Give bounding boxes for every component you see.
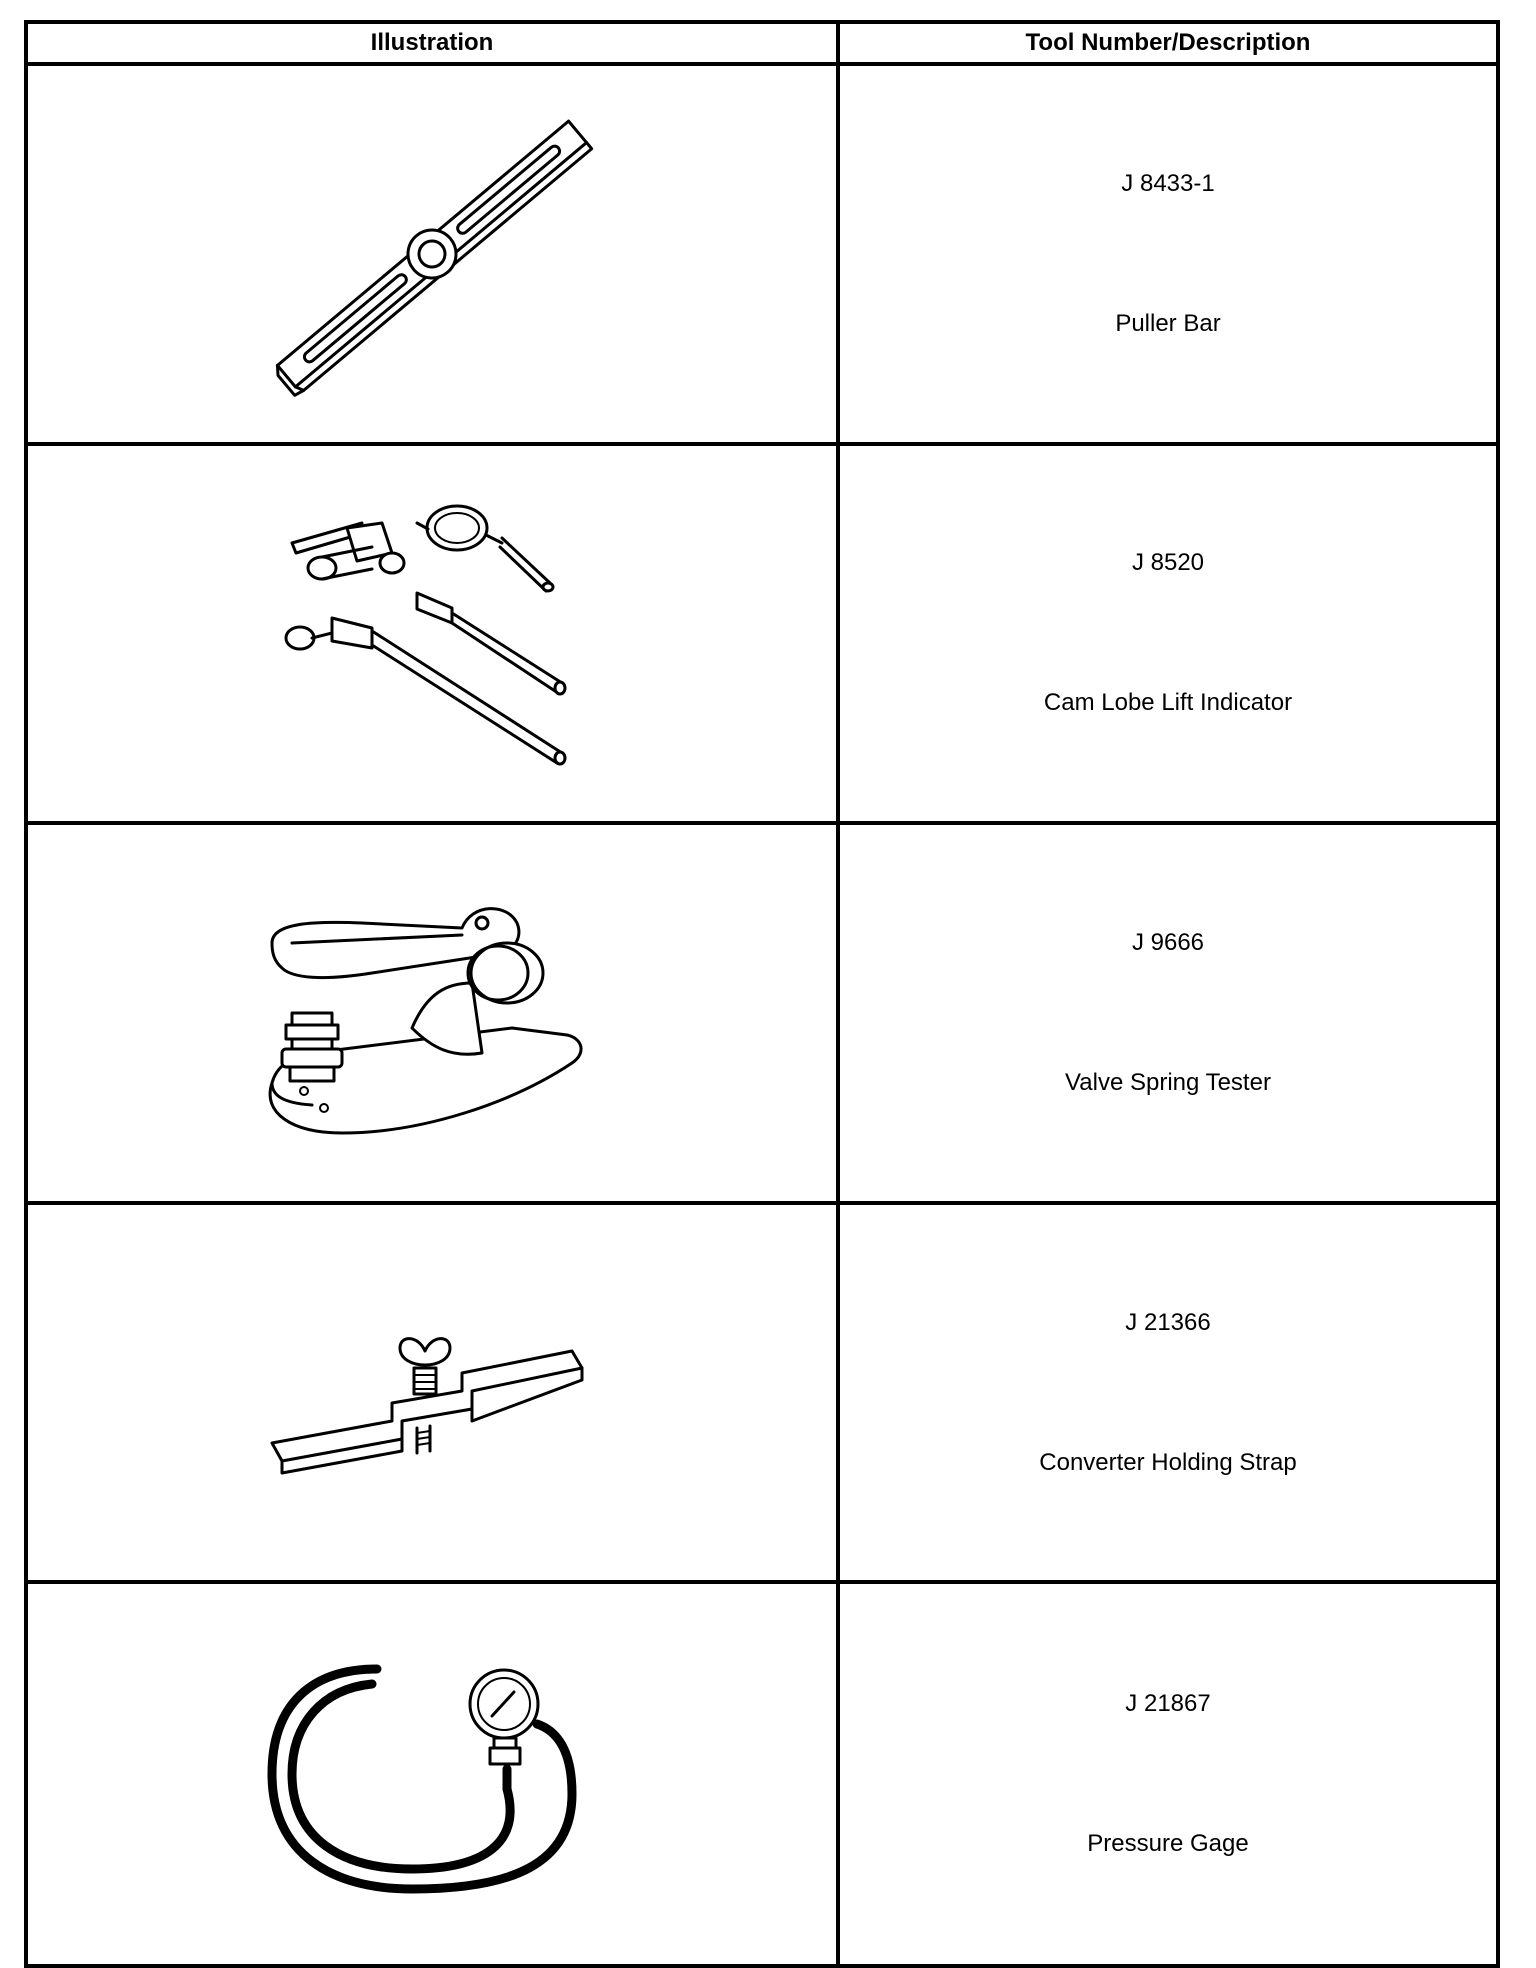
illustration-cell	[28, 446, 840, 826]
cam-lobe-lift-indicator-icon	[252, 483, 612, 783]
pressure-gage-icon	[252, 1624, 612, 1924]
illustration-cell	[28, 825, 840, 1205]
tool-description: Puller Bar	[1115, 309, 1221, 337]
tool-description: Valve Spring Tester	[1065, 1068, 1271, 1096]
description-cell	[840, 825, 1496, 1205]
valve-spring-tester-icon	[252, 863, 612, 1163]
tool-number: J 8520	[1131, 549, 1205, 577]
header-illustration: Illustration	[28, 24, 840, 66]
header-tool-number-description: Tool Number/Description	[840, 24, 1496, 66]
illustration-cell	[28, 1584, 840, 1964]
description-cell	[840, 66, 1496, 446]
tool-number: J 9666	[1131, 928, 1205, 956]
illustration-cell	[28, 66, 840, 446]
tool-number: J 8433-1	[1121, 169, 1215, 197]
tool-description: Pressure Gage	[1087, 1830, 1249, 1858]
puller-bar-icon	[252, 104, 612, 404]
tool-number: J 21867	[1125, 1690, 1211, 1718]
description-cell	[840, 1584, 1496, 1964]
converter-holding-strap-icon	[252, 1243, 612, 1543]
tool-description: Converter Holding Strap	[1039, 1448, 1297, 1476]
tool-number: J 21366	[1125, 1308, 1211, 1336]
tool-description: Cam Lobe Lift Indicator	[1043, 689, 1293, 717]
special-tools-table	[24, 20, 1500, 1968]
description-cell	[840, 1205, 1496, 1585]
description-cell	[840, 446, 1496, 826]
illustration-cell	[28, 1205, 840, 1585]
